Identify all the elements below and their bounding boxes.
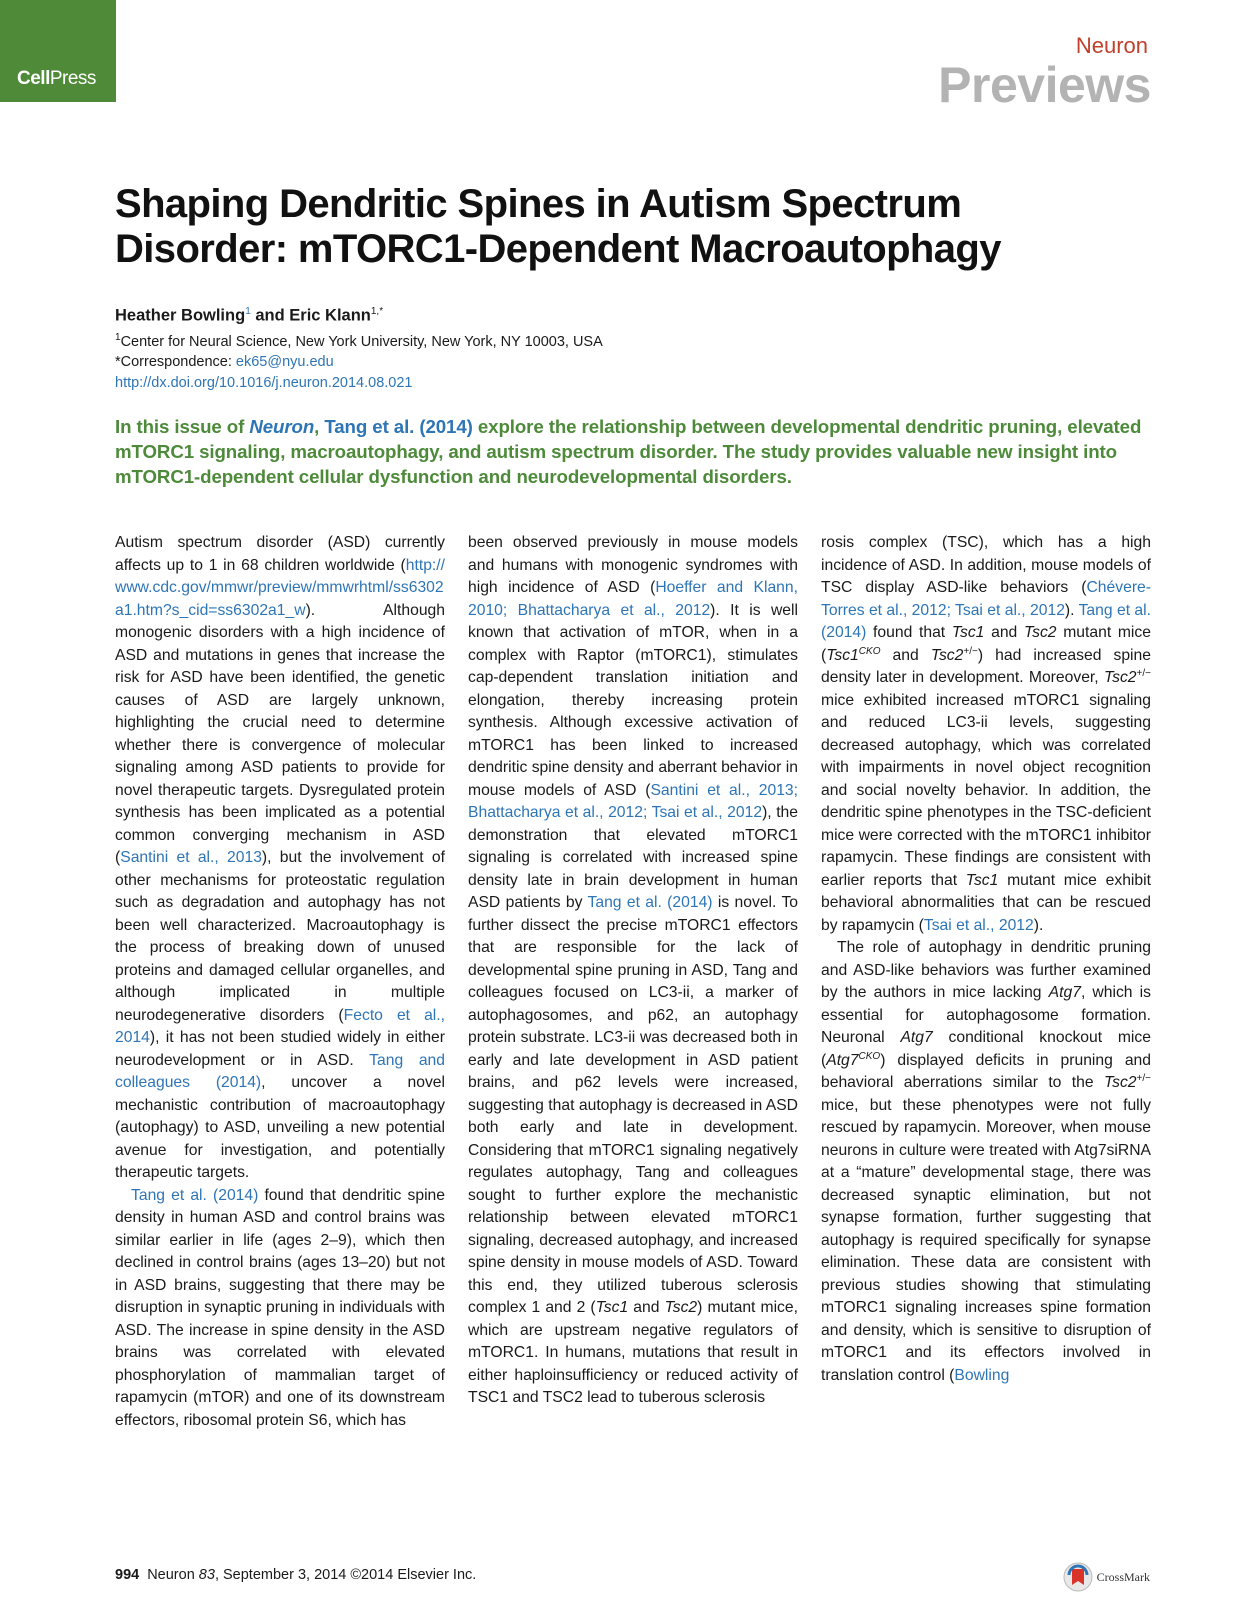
journal-name-inline: Neuron xyxy=(249,416,315,437)
paragraph: The role of autophagy in dendritic pruning and ASD-like behaviors was further examined by the authors in mice lacking Atg7, which is essential for autophagosome formation. Neuronal Atg7 conditional knockout mice $(Atg7^{CKO})$ displayed deficits in pruning and behavioral aberrations similar to the Tsc2+/− mice, but these phenotypes were not fully rescued by rapamycin. Moreover, when mouse neurons in culture were treated with Atg7siRNA at a “mature” developmental stage, there was decreased synaptic elimination, but not synapse formation, further suggesting that autophagy is required specifically for synapse elimination. These data are consistent with previous studies showing that stimulating mTORC1 signaling increases spine formation and density, which is sensitive to disruption of mTORC1 and its effectors involved in translation control (Bowling xyxy=(821,939,1151,1384)
paragraph: rosis complex (TSC), which has a high incidence of ASD. In addition, mouse models of TSC display ASD-like behaviors (Chévere-Torres et al., 2012; Tsai et al., 2012). Tang et al. (2014) found that Tsc1 and Tsc2 mutant mice ($Tsc1^{CKO}$ and Tsc2+/−) had increased spine density later in development. Moreover, Tsc2+/− mice exhibited increased mTORC1 signaling and reduced LC3-ii levels, suggesting decreased autophagy, which was correlated with impairments in novel object recognition and social novelty behavior. In addition, the dendritic spine phenotypes in the TSC-deficient mice were corrected with the mTORC1 inhibitor rapamycin. These findings are consistent with earlier reports that Tsc1 mutant mice exhibit behavioral abnormalities that can be rescued by rapamycin (Tsai et al., 2012). xyxy=(821,534,1151,934)
page-footer: 994 Neuron 83, September 3, 2014 ©2014 Elsevier Inc. xyxy=(115,1567,477,1583)
affiliation: $^1$Center for Neural Science, New York University, New York, NY 10003, USA xyxy=(115,332,603,350)
body-column-1 xyxy=(115,532,445,1432)
body-column-3 xyxy=(821,532,1151,1387)
author-name: Heather Bowling xyxy=(115,306,246,325)
article-title: Shaping Dendritic Spines in Autism Spectrum Disorder: mTORC1-Dependent Macroautophagy xyxy=(115,182,1001,271)
reference-link[interactable]: Santini et al., 2013 xyxy=(120,849,262,866)
author-name: Eric Klann xyxy=(289,306,371,325)
doi-link[interactable]: http://dx.doi.org/10.1016/j.neuron.2014.08.021 xyxy=(115,374,413,391)
reference-link[interactable]: Tang et al. (2014) xyxy=(131,1186,259,1204)
cellpress-logo: CellPress xyxy=(0,0,116,102)
affiliation-marker[interactable]: 1,* xyxy=(370,306,384,317)
volume: 83 xyxy=(198,1567,215,1583)
journal-name: Neuron xyxy=(1075,33,1148,58)
crossmark-label: CrossMark xyxy=(1096,1569,1150,1584)
paragraph: Autism spectrum disorder (ASD) currently affects up to 1 in 68 children worldwide (http://www.cdc.gov/mmwr/preview/mmwrhtml/ss6302a1.htm?s_cid=ss6302a1_w). Although monogenic disorders with a high incidence of ASD and mutations in genes that increase the risk for ASD have been identified, the genetic causes of ASD are largely unknown, highlighting the crucial need to determine whether there is convergence of molecular signaling among ASD patients to provide for novel therapeutic targets. Dysregulated protein synthesis has been implicated as a potential common converging mechanism in ASD (Santini et al., 2013), but the involvement of other mechanisms for proteostatic regulation such as degradation and autophagy has not been well characterized. Macroautophagy is the process of breaking down of unused proteins and damaged cellular organelles, and although implicated in multiple neurodegenerative disorders (Fecto et al., 2014), it has not been studied widely in either neurodevelopment or in ASD. Tang and colleagues (2014), uncover a novel mechanistic contribution of macroautophagy (autophagy) to ASD, unveiling a new potential avenue for investigation, and potentially therapeutic targets. xyxy=(115,534,446,1181)
paragraph: Tang et al. (2014) found that dendritic spine density in human ASD and control brains was similar earlier in life (ages 2–9), which then declined in control brains (ages 13–20) but not in ASD brains, suggesting that there may be disruption in synaptic pruning in individuals with ASD. The increase in spine density in the ASD brains was correlated with elevated phosphorylation of mammalian target of rapamycin (mTOR) and one of its downstream effectors, ribosomal protein S6, which has xyxy=(115,1186,445,1429)
reference-link[interactable]: Fecto et al., 2014 xyxy=(115,1006,446,1046)
standfirst: In this issue of Neuron, Tang et al. (2014) explore the relationship between developmental dendritic pruning, elevated mTORC1 signaling, macroautophagy, and autism spectrum disorder. The study provides valuable new insight into mTORC1-dependent cellular dysfunction and neurodevelopmental disorders. xyxy=(115,416,1142,487)
section-name: Previews xyxy=(938,57,1151,113)
reference-link[interactable]: Tang et al. (2014) xyxy=(324,416,473,437)
email-link[interactable]: ek65@nyu.edu xyxy=(235,354,334,371)
page-number: 994 xyxy=(115,1567,140,1583)
reference-link[interactable]: Tang et al. (2014) xyxy=(587,894,713,911)
reference-link[interactable]: Hoeffer and Klann, 2010; Bhattacharya et al., 2012 xyxy=(468,579,798,619)
reference-link[interactable]: Tang and colleagues (2014) xyxy=(115,1051,445,1091)
body-column-2 xyxy=(468,532,798,1410)
affiliation-marker[interactable]: 1 xyxy=(245,306,251,317)
url-link[interactable]: http://www.cdc.gov/mmwr/preview/mmwrhtml/ss6302a1.htm?s_cid=ss6302a1_w xyxy=(115,556,445,619)
reference-link[interactable]: Santini et al., 2013; Bhattacharya et al., 2012; Tsai et al., 2012 xyxy=(468,781,799,821)
crossmark-badge[interactable] xyxy=(1063,1562,1150,1592)
crossmark-icon xyxy=(1063,1562,1093,1592)
affiliation-block xyxy=(115,328,603,393)
reference-link[interactable]: Tsai et al., 2012 xyxy=(923,916,1034,934)
correspondence: *Correspondence: ek65@nyu.edu xyxy=(115,354,334,371)
reference-link[interactable]: Bowling xyxy=(954,1366,1010,1384)
paragraph: been observed previously in mouse models and humans with monogenic syndromes with high incidence of ASD (Hoeffer and Klann, 2010; Bhattacharya et al., 2012). It is well known that activation of mTOR, when in a complex with Raptor (mTORC1), stimulates cap-dependent translation initiation and elongation, thereby increasing protein synthesis. Although excessive activation of mTORC1 has been linked to increased dendritic spine density and aberrant behavior in mouse models of ASD (Santini et al., 2013; Bhattacharya et al., 2012; Tsai et al., 2012), the demonstration that elevated mTORC1 signaling is correlated with increased spine density late in brain development in human ASD patients by Tang et al. (2014) is novel. To further dissect the precise mTORC1 effectors that are responsible for the lack of developmental spine pruning in ASD, Tang and colleagues focused on LC3-ii, a marker of autophagosomes, and p62, an autophagy protein substrate. LC3-ii was decreased both in early and late development in ASD patient brains, and p62 levels were increased, suggesting that autophagy is decreased in ASD both early and late in development. Considering that mTORC1 signaling negatively regulates autophagy, Tang and colleagues sought to further explore the mechanistic relationship between elevated mTORC1 signaling, decreased autophagy, and increased spine density in mouse models of ASD. Toward this end, they utilized tuberous sclerosis complex 1 and 2 (Tsc1 and Tsc2) mutant mice, which are upstream negative regulators of mTORC1. In humans, mutations that result in either haploinsufficiency or reduced activity of TSC1 and TSC2 lead to tuberous sclerosis xyxy=(468,534,799,1406)
reference-link[interactable]: Chévere-Torres et al., 2012; Tsai et al., 2012 xyxy=(821,579,1151,619)
reference-link[interactable]: Tang et al. (2014) xyxy=(821,601,1151,641)
author-list: Heather Bowling$^1$ and Eric Klann$^{1,*}$ xyxy=(115,306,384,325)
